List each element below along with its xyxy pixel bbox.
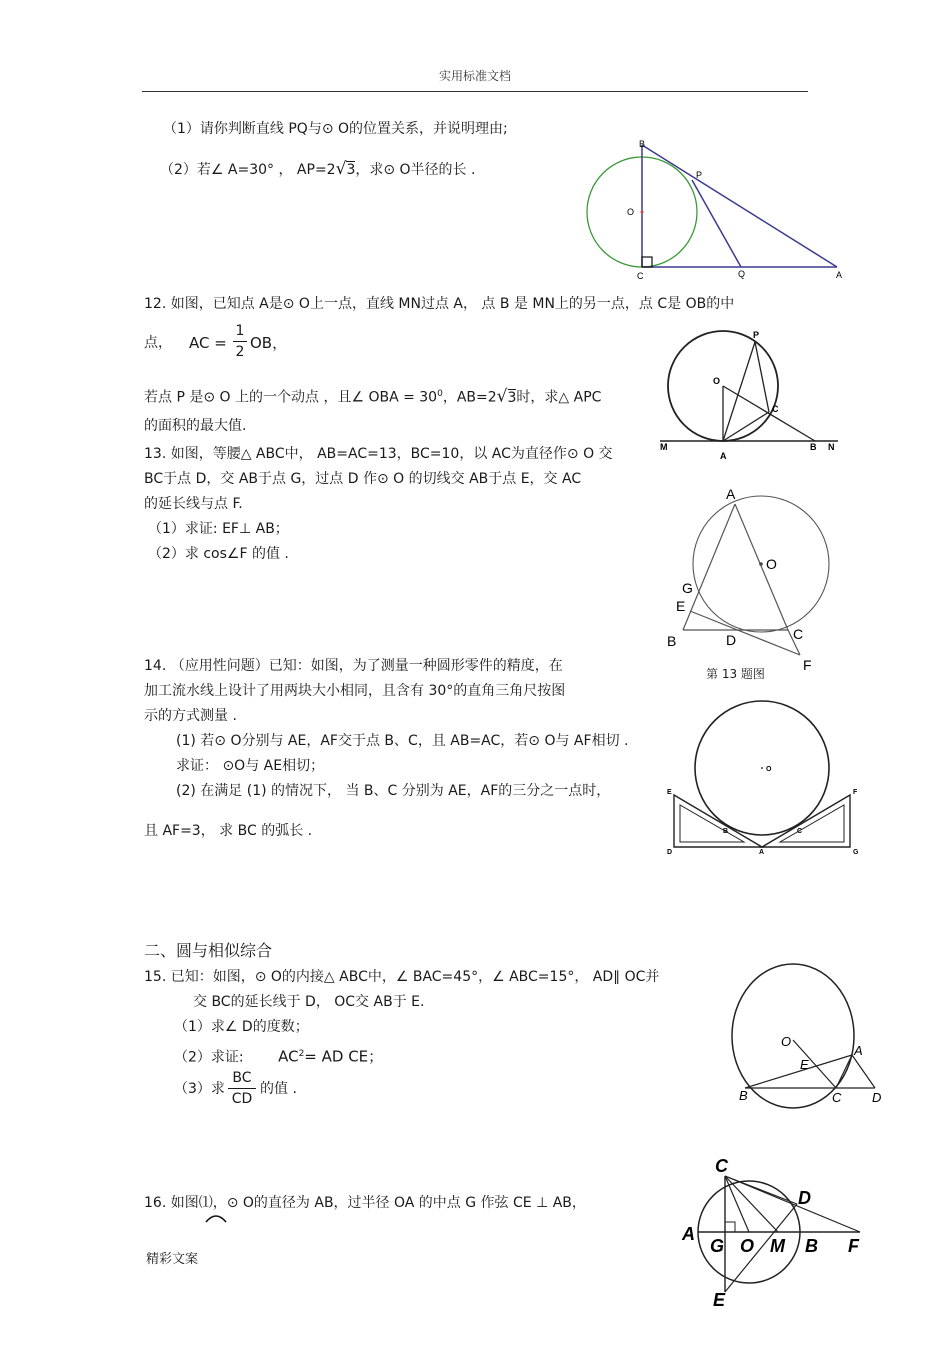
q15-frac-bar [228, 1088, 256, 1089]
q12-line3-text-c: 时，求△ APC [516, 389, 602, 406]
q14-line1: 14. （应用性问题）已知：如图，为了测量一种圆形零件的精度，在 [144, 658, 563, 674]
fig13-line-ac [735, 504, 788, 630]
fig14-label-c: C [797, 828, 803, 835]
fig16-label-e: E [713, 1290, 726, 1310]
q14-line5: 求证： ⊙O与 AE相切； [176, 758, 325, 774]
q15-line3: （1）求∠ D的度数； [174, 1019, 309, 1035]
q12-ac-equals: AC = [189, 334, 227, 352]
fig15-label-o: O [781, 1034, 792, 1049]
q12-line1: 12. 如图，已知点 A是⊙ O上一点，直线 MN过点 A， 点 B 是 MN上的另一点，点 C是 OB的中 [144, 296, 735, 312]
q11-part2-radicand: 3 [346, 162, 356, 178]
fig14-label-b: B [723, 828, 729, 835]
fig14-left-triangle [674, 795, 762, 847]
fig11-center-dot [641, 211, 644, 214]
fig13-label-a: A [726, 486, 736, 502]
header-rule [142, 91, 808, 92]
sqrt-symbol: √ [335, 159, 347, 179]
fig13-label-e: E [676, 598, 686, 614]
q15-line5-start: （3）求 [174, 1081, 225, 1097]
fig13-label-b: B [667, 633, 677, 649]
q11-part1: （1）请你判断直线 PQ与⊙ O的位置关系，并说明理由; [163, 121, 508, 137]
fig13-center-dot [759, 562, 763, 566]
fig14-label-o: O [766, 766, 772, 773]
q13-line1: 13. 如图，等腰△ ABC中， AB=AC=13，BC=10，以 AC为直径作⊙ O 交 [144, 446, 613, 462]
q12-line4: 的面积的最大值. [144, 418, 247, 434]
figure-q14 [662, 697, 872, 862]
q15-line2: 交 BC的延长线于 D， OC交 AB于 E. [193, 994, 425, 1010]
fig14-center-dot [761, 767, 763, 769]
q15-line4-text-c: = AD CE； [304, 1047, 384, 1066]
fig15-label-d: D [872, 1090, 882, 1105]
q15-line4-ac: AC [278, 1047, 299, 1066]
fig16-label-f: F [848, 1236, 859, 1256]
q15-frac-numerator: BC [232, 1070, 252, 1086]
q15-line4-exponent: 2 [298, 1049, 305, 1059]
section-title: 二、圆与相似综合 [144, 941, 273, 960]
q12-fraction [233, 322, 247, 361]
q14-line6: (2) 在满足 (1) 的情况下， 当 B、C 分别为 AE，AF的三分之一点时， [176, 783, 611, 799]
q12-line3 [144, 385, 601, 407]
fig12-label-c: C [772, 404, 779, 414]
q13-line3: 的延长线与点 F. [144, 496, 243, 512]
q12-line2-start: 点， [144, 335, 172, 351]
fig14-right-triangle-inner [780, 805, 844, 842]
fig14-label-g: G [853, 849, 859, 856]
fig16-label-c: C [715, 1156, 728, 1176]
fig16-label-m: M [770, 1236, 785, 1256]
fig13-label-c: C [793, 626, 804, 642]
q14-line4: (1) 若⊙ O分别与 AE，AF交于点 B、C，且 AB=AC，若⊙ O与 AF相切 . [176, 733, 629, 749]
fig11-label-o: O [627, 207, 635, 217]
q15-line5-end: 的值 . [260, 1081, 297, 1097]
fig16-label-a: A [682, 1224, 695, 1244]
fig12-label-a: A [720, 451, 727, 461]
fig15-label-e: E [800, 1057, 809, 1072]
sqrt-symbol: √ [496, 386, 508, 407]
fig13-label-o: O [766, 556, 777, 572]
fig16-label-g: G [710, 1236, 725, 1256]
fig12-line-pa [723, 342, 755, 441]
fig14-label-a: A [759, 849, 765, 856]
q12-frac-numerator: 1 [235, 323, 245, 339]
q15-line1: 15. 已知：如图，⊙ O的内接△ ABC中，∠ BAC=45°，∠ ABC=15°， AD∥ OC并 [144, 969, 660, 985]
page-header: 实用标准文档 [438, 69, 511, 83]
fig15-label-b: B [739, 1088, 748, 1103]
fig16-label-o: O [740, 1236, 755, 1256]
figure-q11 [575, 135, 850, 285]
fig11-label-q: Q [738, 269, 746, 279]
q14-line3: 示的方式测量 . [144, 708, 237, 724]
figure-q16 [680, 1152, 870, 1310]
fig12-label-p: P [753, 330, 760, 340]
q11-part2 [160, 160, 475, 179]
page-footer: 精彩文案 [146, 1252, 199, 1267]
q15-line4 [174, 1045, 383, 1067]
q12-line3-radicand: 3 [507, 389, 517, 406]
q11-part2-text-a: （2）若∠ A=30° ， AP=2 [160, 162, 336, 178]
fig14-label-d: D [667, 849, 673, 856]
fig12-label-b: B [810, 442, 817, 452]
q13-line5: （2）求 cos∠F 的值 . [148, 546, 289, 562]
figure-q13 [660, 483, 845, 673]
q15-line4-text-a: （2）求证: [174, 1049, 244, 1066]
figure-q12 [658, 328, 843, 463]
fig13-line-ef [690, 611, 800, 655]
q12-line3-text-a: 若点 P 是⊙ O 上的一个动点 ，且∠ OBA = 30 [144, 389, 438, 406]
fig11-line-ba [642, 145, 837, 267]
q15-frac-denominator: CD [231, 1091, 253, 1107]
fig16-label-b: B [805, 1236, 818, 1256]
q12-line3-text-b: ，AB=2 [442, 389, 497, 406]
fig16-line-cm [725, 1176, 778, 1232]
fig15-label-a: A [854, 1043, 863, 1058]
fig15-line-ac [836, 1055, 852, 1088]
fig12-label-o: O [713, 376, 721, 386]
fig11-label-c: C [637, 271, 644, 281]
fig13-label-g: G [682, 580, 693, 596]
fig11-label-a: A [836, 270, 843, 280]
q14-line7: 且 AF=3， 求 BC 的弧长 . [144, 823, 313, 839]
fig14-left-triangle-inner [680, 805, 744, 842]
fig14-label-e: E [667, 789, 672, 796]
fig15-line-ad [852, 1055, 875, 1088]
fig15-line-ba [745, 1055, 852, 1088]
q11-part2-text-b: ，求⊙ O半径的长 . [355, 162, 476, 178]
q16-line1: 16. 如图⑴，⊙ O的直径为 AB，过半径 OA 的中点 G 作弦 CE ⊥ AB， [144, 1195, 586, 1211]
fig16-label-d: D [798, 1188, 811, 1208]
degree-mark: 0 [437, 389, 443, 399]
arc-symbol [204, 1212, 228, 1224]
fig11-label-p: P [696, 170, 703, 180]
q14-line2: 加工流水线上设计了用两块大小相同，且含有 30°的直角三角尺按图 [144, 683, 566, 699]
fig16-right-angle [725, 1222, 735, 1232]
q13-figure-caption: 第 13 题图 [706, 667, 765, 681]
fig14-right-triangle [762, 795, 850, 847]
q12-frac-bar [233, 341, 247, 342]
q15-fraction [228, 1069, 256, 1108]
fig13-label-d: D [726, 632, 737, 648]
fig13-label-f: F [803, 657, 812, 673]
fig15-label-c: C [832, 1090, 842, 1105]
fig16-line-ed [725, 1204, 797, 1292]
q13-line2: BC于点 D，交 AB于点 G，过点 D 作⊙ O 的切线交 AB于点 E，交 AC [144, 471, 582, 487]
fig11-label-b: B [639, 139, 646, 149]
q12-ob: OB， [250, 334, 288, 352]
fig14-label-f: F [853, 789, 858, 796]
q13-line4: （1）求证: EF⊥ AB； [148, 521, 289, 537]
fig11-line-pq [692, 180, 741, 267]
fig11-right-angle [642, 257, 652, 267]
figure-q15 [730, 962, 895, 1112]
q12-frac-denominator: 2 [235, 344, 245, 360]
fig12-label-n: N [828, 442, 835, 452]
fig12-label-m: M [660, 442, 668, 452]
